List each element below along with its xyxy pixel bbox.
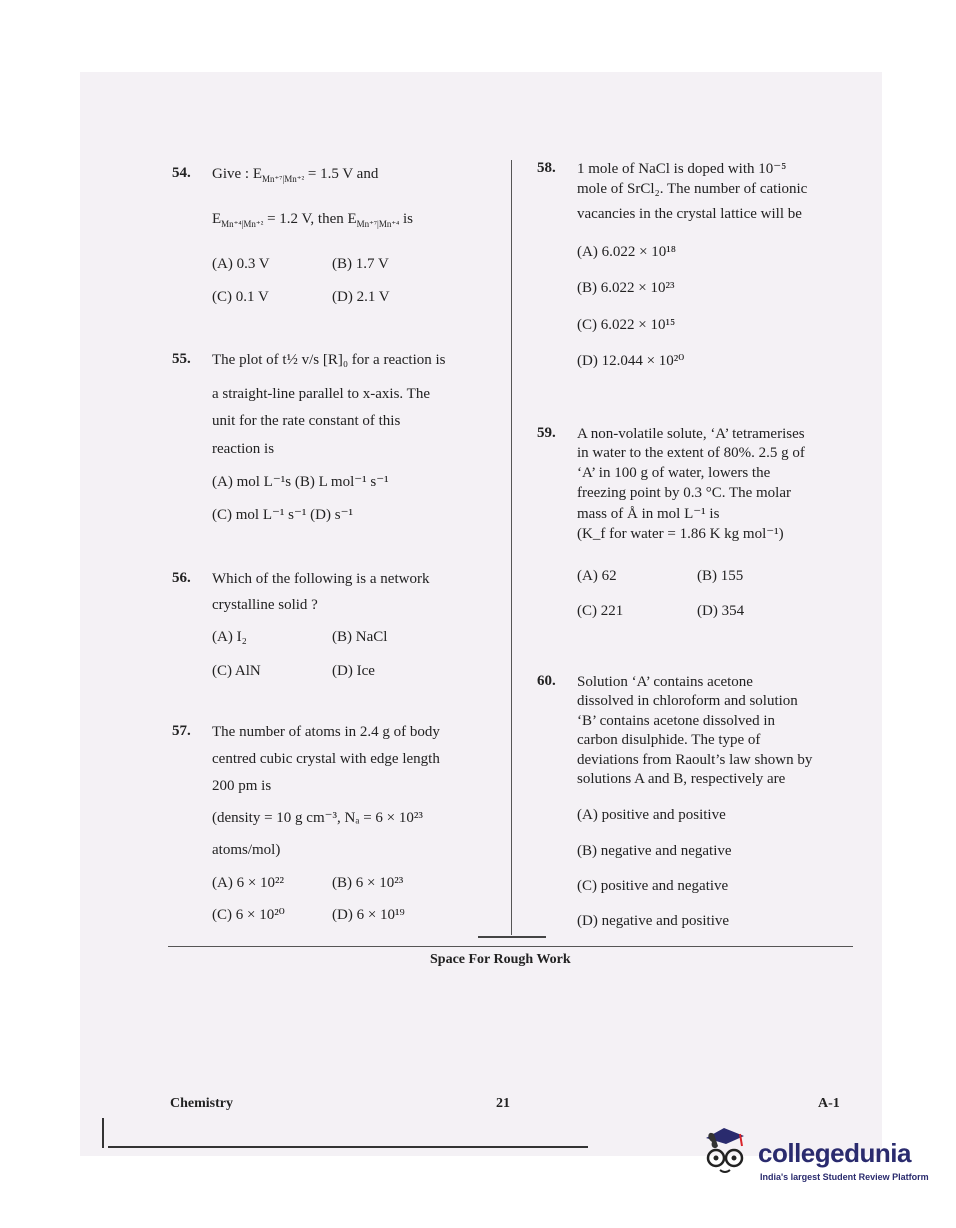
- q55-options-ab: (A) mol L⁻¹s (B) L mol⁻¹ s⁻¹: [212, 474, 389, 490]
- q54-option-c: (C) 0.1 V: [212, 289, 269, 305]
- q60-option-c: (C) positive and negative: [577, 878, 729, 894]
- rough-work-label: Space For Rough Work: [430, 952, 571, 967]
- q57-number: 57.: [172, 723, 191, 739]
- q60-number: 60.: [537, 673, 556, 689]
- q59-option-c: (C) 221: [577, 603, 624, 619]
- q58-line1: 1 mole of NaCl is doped with 10⁻⁵: [577, 161, 787, 177]
- q57-line3: 200 pm is: [212, 778, 272, 794]
- q60-line4: carbon disulphide. The type of: [577, 732, 761, 748]
- footer-page-number: 21: [496, 1096, 510, 1111]
- q58-line2: mole of SrCl₂. The number of cationic: [577, 181, 808, 197]
- logo-tagline: India's largest Student Review Platform: [760, 1172, 929, 1182]
- q54-option-d: (D) 2.1 V: [332, 289, 390, 305]
- q58-option-d: (D) 12.044 × 10²⁰: [577, 353, 685, 369]
- q54-option-a: (A) 0.3 V: [212, 256, 270, 272]
- exam-page: [80, 72, 882, 1156]
- q55-line4: reaction is: [212, 441, 275, 457]
- student-mascot-icon: [700, 1124, 756, 1176]
- q55-line3: unit for the rate constant of this: [212, 413, 401, 429]
- q57-line4: (density = 10 g cm⁻³, Nₐ = 6 × 10²³: [212, 810, 423, 826]
- q56-line2: crystalline solid ?: [212, 597, 318, 613]
- q60-line6: solutions A and B, respectively are: [577, 771, 786, 787]
- q55-number: 55.: [172, 351, 191, 367]
- q58-line3: vacancies in the crystal lattice will be: [577, 206, 802, 222]
- q59-option-b: (B) 155: [697, 568, 744, 584]
- q56-option-c: (C) AlN: [212, 663, 261, 679]
- q60-line3: ‘B’ contains acetone dissolved in: [577, 713, 776, 729]
- q59-option-a: (A) 62: [577, 568, 617, 584]
- q59-line4: freezing point by 0.3 °C. The molar: [577, 485, 792, 501]
- q55-line2: a straight-line parallel to x-axis. The: [212, 386, 430, 402]
- scan-bottom-line: [108, 1146, 588, 1148]
- q59-line1: A non-volatile solute, ‘A’ tetramerises: [577, 426, 805, 442]
- q57-option-d: (D) 6 × 10¹⁹: [332, 907, 405, 923]
- q60-line2: dissolved in chloroform and solution: [577, 693, 798, 709]
- scan-edge-mark: [102, 1118, 104, 1148]
- q54-line1: Give : $E_{Mn^{+7}|Mn^{+2}} = 1.5$ V and: [212, 166, 379, 184]
- collegedunia-logo: collegedunia: [758, 1138, 911, 1168]
- q59-line6: (K_f for water = 1.86 K kg mol⁻¹): [577, 526, 784, 542]
- q56-option-b: (B) NaCl: [332, 629, 388, 645]
- q58-option-c: (C) 6.022 × 10¹⁵: [577, 317, 676, 333]
- q59-line3: ‘A’ in 100 g of water, lowers the: [577, 465, 771, 481]
- q58-option-b: (B) 6.022 × 10²³: [577, 280, 675, 296]
- q60-line1: Solution ‘A’ contains acetone: [577, 674, 753, 690]
- q56-option-a: (A) I₂: [212, 629, 247, 645]
- q57-option-c: (C) 6 × 10²⁰: [212, 907, 285, 923]
- q54-option-b: (B) 1.7 V: [332, 256, 389, 272]
- q56-line1: Which of the following is a network: [212, 571, 430, 587]
- q57-line2: centred cubic crystal with edge length: [212, 751, 440, 767]
- q60-option-a: (A) positive and positive: [577, 807, 726, 823]
- q59-number: 59.: [537, 425, 556, 441]
- rough-work-divider: [168, 946, 853, 947]
- center-bar: [478, 936, 546, 938]
- q56-number: 56.: [172, 570, 191, 586]
- footer-subject: Chemistry: [170, 1096, 233, 1111]
- q56-option-d: (D) Ice: [332, 663, 375, 679]
- q57-line1: The number of atoms in 2.4 g of body: [212, 724, 440, 740]
- q58-option-a: (A) 6.022 × 10¹⁸: [577, 244, 677, 260]
- q55-options-cd: (C) mol L⁻¹ s⁻¹ (D) s⁻¹: [212, 507, 353, 523]
- q55-line1: The plot of t½ v/s [R]₀ for a reaction is: [212, 352, 446, 368]
- q57-option-b: (B) 6 × 10²³: [332, 875, 404, 891]
- q57-option-a: (A) 6 × 10²²: [212, 875, 285, 891]
- q60-option-d: (D) negative and positive: [577, 913, 730, 929]
- q60-option-b: (B) negative and negative: [577, 843, 732, 859]
- footer-code: A-1: [818, 1096, 840, 1111]
- q54-line2: $E_{Mn^{+4}|Mn^{+2}} = 1.2$ V, then $E_{Mn^{+7}|Mn^{+4}}$ is: [212, 211, 414, 229]
- q59-line2: in water to the extent of 80%. 2.5 g of: [577, 445, 805, 461]
- q59-line5: mass of Å in mol L⁻¹ is: [577, 506, 720, 522]
- q58-number: 58.: [537, 160, 556, 176]
- q57-line5: atoms/mol): [212, 842, 281, 858]
- column-divider: [511, 160, 512, 935]
- q60-line5: deviations from Raoult’s law shown by: [577, 752, 813, 768]
- q59-option-d: (D) 354: [697, 603, 745, 619]
- q54-number: 54.: [172, 165, 191, 181]
